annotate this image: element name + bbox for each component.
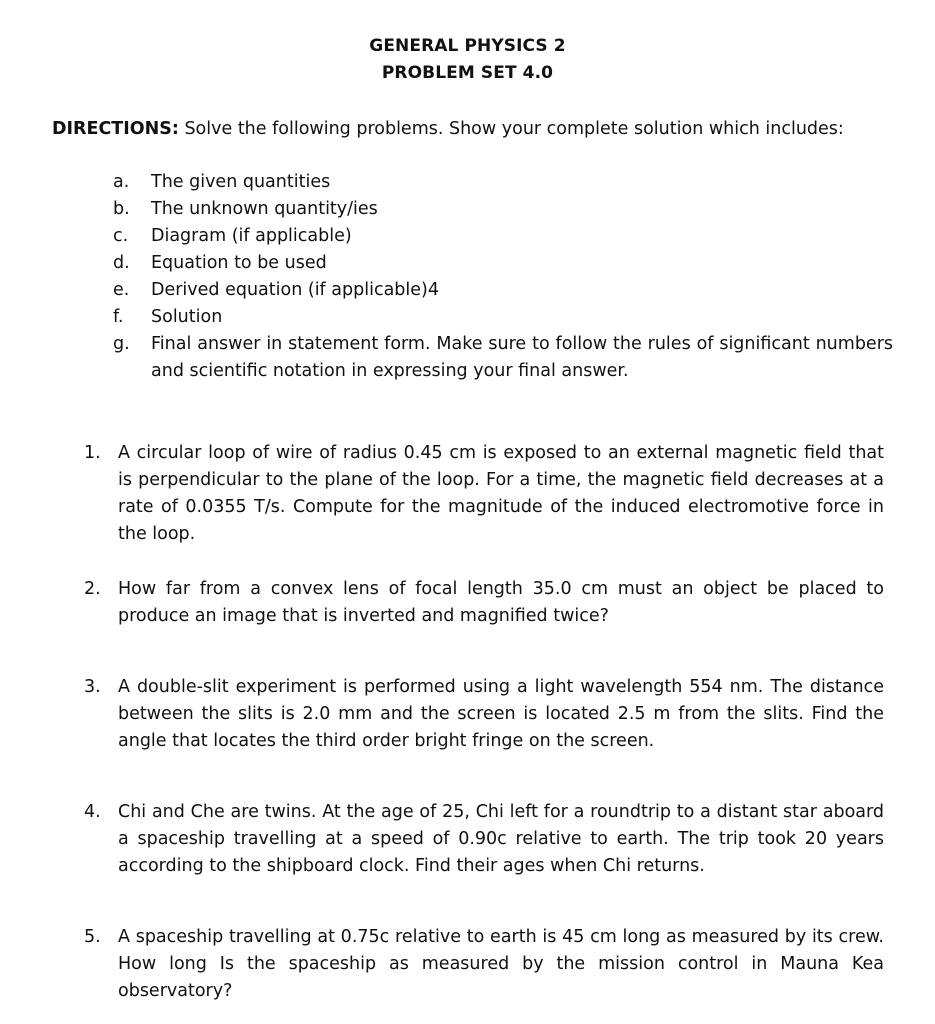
problem-text: A circular loop of wire of radius 0.45 cm is exposed to an external magnetic field that is perpendicular to the plane of the loop. For a time, the magnetic field decreases at a rate of 0.0355 T/s. Compute for the magnitude of the induced electromotive force in the loop.: [118, 443, 884, 544]
solution-criteria-list: [113, 169, 893, 385]
problem-2: [84, 576, 884, 630]
problem-text: How far from a convex lens of focal length 35.0 cm must an object be placed to produce an image that is inverted and magnified twice?: [118, 579, 884, 626]
criteria-letter: a.: [113, 172, 130, 192]
criteria-item: [113, 277, 893, 304]
criteria-letter: g.: [113, 334, 130, 354]
directions-paragraph: [52, 116, 902, 142]
problem-number: 5.: [84, 927, 101, 947]
criteria-item: [113, 223, 893, 250]
problem-number: 1.: [84, 443, 101, 463]
problem-text: A spaceship travelling at 0.75c relative to earth is 45 cm long as measured by its crew. How long Is the spaceship as measured by the mission control in Mauna Kea observatory?: [118, 927, 884, 1001]
criteria-text: Diagram (if applicable): [151, 226, 352, 246]
problem-number: 3.: [84, 677, 101, 697]
criteria-letter: e.: [113, 280, 130, 300]
directions-text: Solve the following problems. Show your complete solution which includes:: [178, 119, 844, 139]
criteria-letter: f.: [113, 307, 124, 327]
problem-number: 4.: [84, 802, 101, 822]
criteria-text: The given quantities: [151, 172, 331, 192]
document-title: GENERAL PHYSICS 2: [369, 36, 566, 56]
problem-4: [84, 799, 884, 880]
criteria-text: Equation to be used: [151, 253, 327, 273]
criteria-text: Final answer in statement form. Make sure to follow the rules of significant numbers and scientific notation in expressing your final answer.: [151, 334, 893, 381]
problem-number: 2.: [84, 579, 101, 599]
problem-text: Chi and Che are twins. At the age of 25, Chi left for a roundtrip to a distant star aboard a spaceship travelling at a speed of 0.90c relative to earth. The trip took 20 years according to the shipboard clock. Find their ages when Chi returns.: [118, 802, 884, 876]
criteria-letter: b.: [113, 199, 130, 219]
directions-label: DIRECTIONS:: [52, 119, 179, 139]
criteria-text: Derived equation (if applicable)4: [151, 280, 439, 300]
problem-text: A double-slit experiment is performed using a light wavelength 554 nm. The distance between the slits is 2.0 mm and the screen is located 2.5 m from the slits. Find the angle that locates the third order bright fringe on the screen.: [118, 677, 884, 751]
criteria-text: Solution: [151, 307, 223, 327]
criteria-item: [113, 331, 893, 385]
document-subtitle: PROBLEM SET 4.0: [381, 63, 554, 83]
problem-5: [84, 924, 884, 1005]
criteria-item: [113, 196, 893, 223]
criteria-item: [113, 250, 893, 277]
problem-3: [84, 674, 884, 755]
criteria-item: [113, 169, 893, 196]
criteria-letter: d.: [113, 253, 130, 273]
problem-1: [84, 440, 884, 548]
criteria-item: [113, 304, 893, 331]
criteria-text: The unknown quantity/ies: [151, 199, 378, 219]
criteria-letter: c.: [113, 226, 129, 246]
